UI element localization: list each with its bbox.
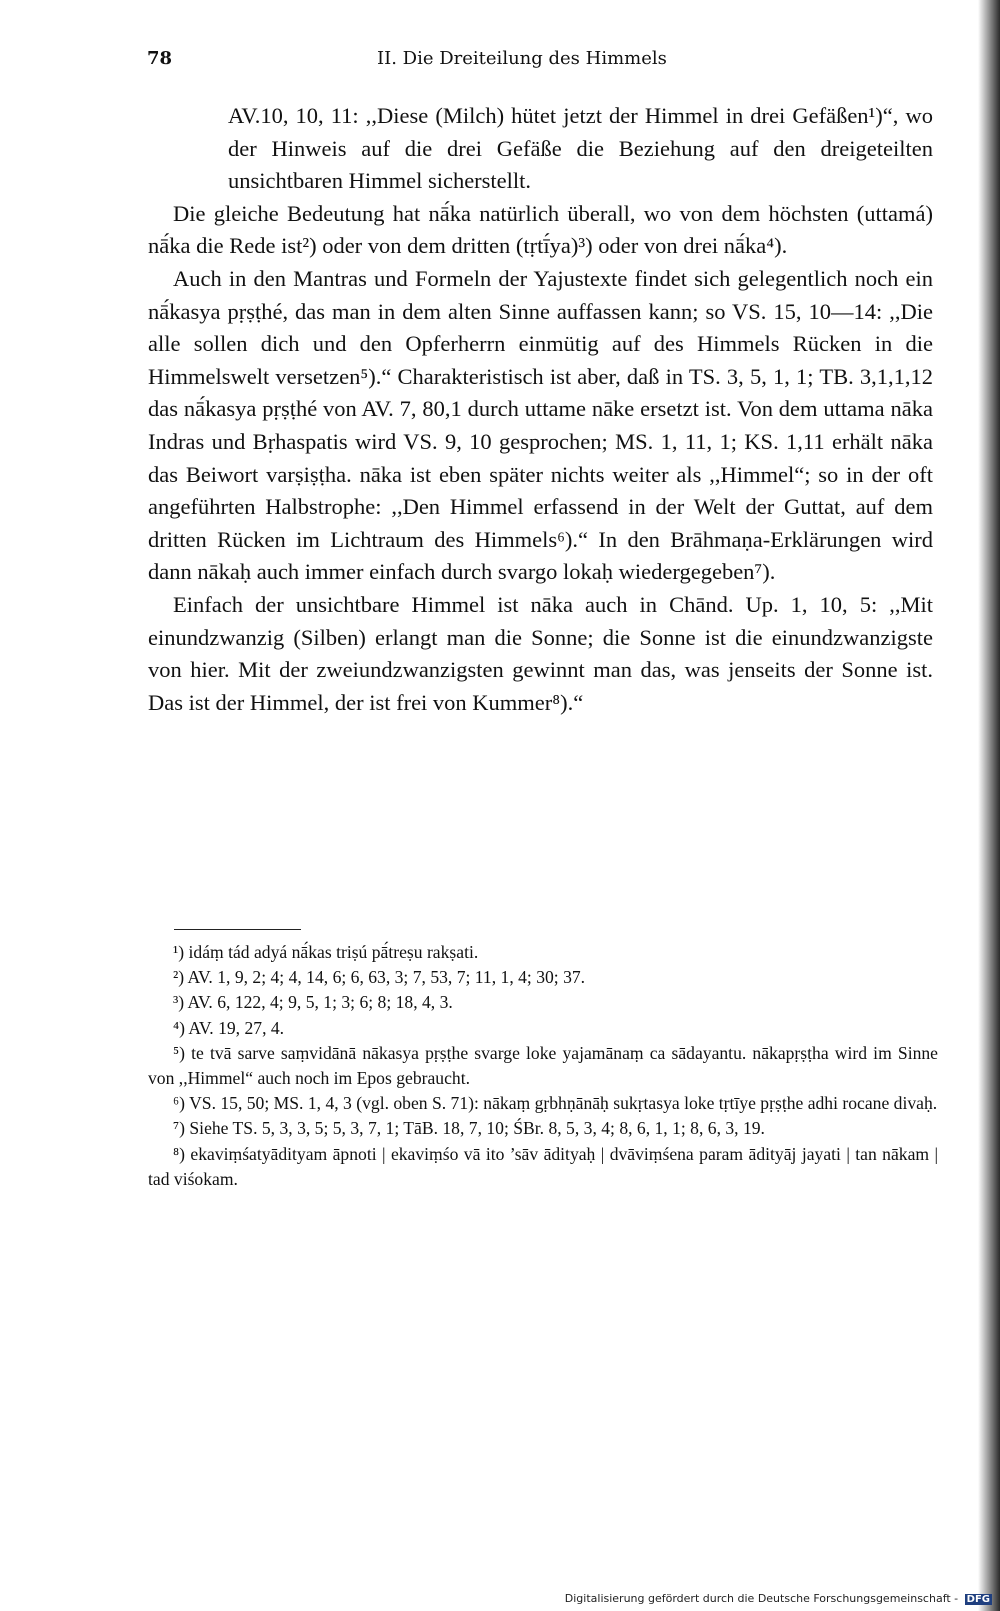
- footnote-8: ⁸) ekaviṃśatyādityam āpnoti | ekaviṃśo vā ito ’sāv ādityaḥ | dvāviṃśena param ādityāj jayati | tan nākam | tad viśokam.: [148, 1143, 938, 1189]
- main-text: [148, 100, 933, 719]
- page-edge-shadow: [978, 0, 1000, 1611]
- running-title: II. Die Dreiteilung des Himmels: [377, 48, 667, 69]
- paragraph-3: Auch in den Mantras und Formeln der Yajustexte findet sich gelegentlich noch ein nā́kasya pṛṣṭhé, das man in dem alten Sinne auffassen kann; so VS. 15, 10—14: ,,Die alle sollen dich und den Opferherrn einmütig auf des Himmels Rücken in die Himmelswelt versetzen⁵).“ Charakteristisch ist aber, daß in TS. 3, 5, 1, 1; TB. 3,1,1,12 das nā́kasya pṛṣṭhé von AV. 7, 80,1 durch uttame nāke ersetzt ist. Von dem uttama nāka Indras und Bṛhaspatis wird VS. 9, 10 gesprochen; MS. 1, 11, 1; KS. 1,11 erhält nāka das Beiwort varṣiṣṭha. nāka ist eben später nichts weiter als ,,Himmel“; so in der oft angeführten Halbstrophe: ,,Den Himmel erfassend in der Welt der Guttat, auf dem dritten Rücken im Lichtraum des Himmels⁶).“ In den Brāhmaṇa-Erklärungen wird dann nākaḥ auch immer einfach durch svargo lokaḥ wiedergegeben⁷).: [148, 265, 933, 585]
- paragraph-1: AV.10, 10, 11: ,,Diese (Milch) hütet jetzt der Himmel in drei Gefäßen¹)“, wo der Hinweis auf die drei Gefäße die Beziehung auf den dreigeteilten unsichtbaren Himmel sicherstellt.: [228, 103, 933, 194]
- paragraph-2: Die gleiche Bedeutung hat nā́ka natürlich überall, wo von dem höchsten (uttamá) nā́ka die Rede ist²) oder von dem dritten (tṛtī́ya)³) oder von drei nā́ka⁴).: [148, 200, 933, 259]
- paragraph-4: Einfach der unsichtbare Himmel ist nāka auch in Chānd. Up. 1, 10, 5: ,,Mit einundzwanzig (Silben) erlangt man die Sonne; die Sonne ist die einundzwanzigste von hier. Mit der zweiundzwanzigsten gewinnt man das, was jenseits der Sonne ist. Das ist der Himmel, der ist frei von Kummer⁸).“: [148, 591, 933, 715]
- footnote-separator: [174, 929, 301, 930]
- digitization-note: Digitalisierung gefördert durch die Deutsche Forschungsgemeinschaft -: [564, 1592, 959, 1605]
- footnote-6: ⁶) VS. 15, 50; MS. 1, 4, 3 (vgl. oben S. 71): nākaṃ gṛbhṇānāḥ sukṛtasya loke tṛtīye pṛṣṭhe adhi rocane divaḥ.: [173, 1093, 938, 1114]
- dfg-logo-icon: DFG: [966, 1594, 990, 1605]
- footnotes: [148, 940, 938, 1192]
- footnote-4: ⁴) AV. 19, 27, 4.: [173, 1017, 285, 1038]
- page-number: 78: [147, 48, 173, 69]
- footnote-2: ²) AV. 1, 9, 2; 4; 4, 14, 6; 6, 63, 3; 7, 53, 7; 11, 1, 4; 30; 37.: [173, 967, 586, 988]
- footnote-5: ⁵) te tvā sarve saṃvidānā nākasya pṛṣṭhe svarge loke yajamānaṃ ca sādayantu. nākapṛṣṭha wird im Sinne von ,,Himmel“ auch noch im Epos gebraucht.: [148, 1042, 938, 1089]
- footnote-3: ³) AV. 6, 122, 4; 9, 5, 1; 3; 6; 8; 18, 4, 3.: [173, 992, 453, 1013]
- footnote-1: ¹) idáṃ tád adyá nā́kas triṣú pā́treṣu rakṣati.: [173, 942, 479, 962]
- digitization-footer: [565, 1592, 992, 1605]
- running-header: [147, 48, 937, 78]
- footnote-7: ⁷) Siehe TS. 5, 3, 3, 5; 5, 3, 7, 1; TāB. 18, 7, 10; ŚBr. 8, 5, 3, 4; 8, 6, 1, 1; 8, 6, 3, 19.: [173, 1118, 765, 1139]
